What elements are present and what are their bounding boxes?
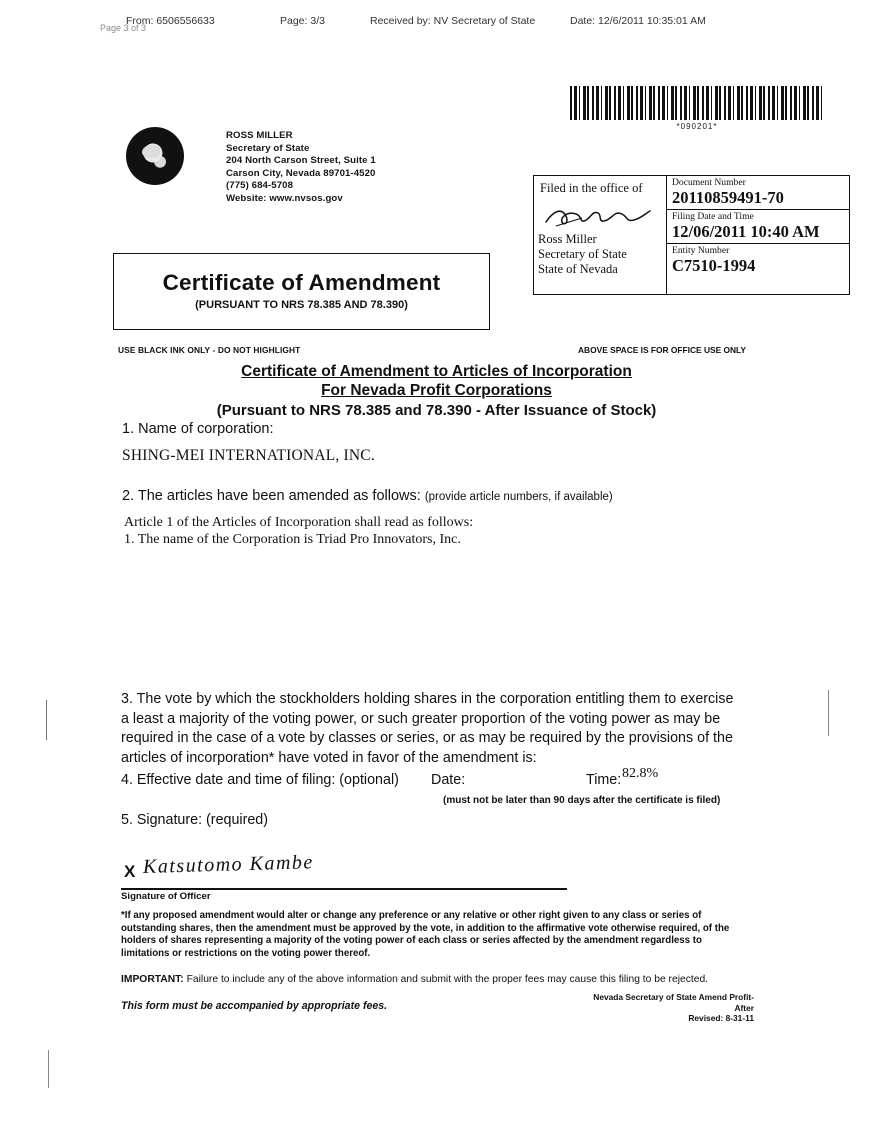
field-4-label: 4. Effective date and time of filing: (optional): [121, 772, 399, 788]
scan-artifact-left-lower: [48, 1050, 49, 1088]
fax-header-page: Page: 3/3: [280, 15, 325, 27]
field-2-value: [124, 514, 473, 548]
document-number-label: Document Number: [672, 177, 746, 188]
important-label: IMPORTANT:: [121, 974, 184, 985]
field-5-label: 5. Signature: (required): [121, 812, 269, 828]
barcode-image: [570, 86, 824, 120]
field-4-time-label: Time:: [586, 772, 622, 788]
revision-note: [578, 992, 754, 1024]
registrar-name: Ross Miller: [538, 232, 597, 246]
signature-x-marker: X: [124, 862, 136, 881]
document-number-row: [667, 176, 849, 210]
fax-header-page-ghost: Page 3 of 3: [100, 23, 147, 33]
field-2-label-text: 2. The articles have been amended as follows:: [122, 488, 421, 504]
certificate-subtitle: (PURSUANT TO NRS 78.385 AND 78.390): [195, 299, 408, 311]
field-1-value: SHING-MEI INTERNATIONAL, INC.: [122, 447, 375, 464]
filed-in-office-right: [667, 176, 849, 294]
field-3-text: 3. The vote by which the stockholders holding shares in the corporation entitling them to exercise a least a majority of the voting power, or such greater proportion of the voting power as may be required in the case of a vote by classes or series, or as may be required by the provisions of the articles of incorporation* have voted in favor of the amendment is:: [121, 691, 734, 766]
filed-in-office-left: [534, 176, 667, 294]
field-4-date-label: Date:: [431, 772, 466, 788]
sos-address-1: 204 North Carson Street, Suite 1: [226, 155, 376, 167]
fax-header-date: Date: 12/6/2011 10:35:01 AM: [570, 15, 706, 27]
entity-number-row: [667, 244, 849, 277]
secretary-of-state-contact: [226, 130, 376, 206]
document-heading-line-1: Certificate of Amendment to Articles of Incorporation: [241, 363, 632, 380]
office-use-notice: ABOVE SPACE IS FOR OFFICE USE ONLY: [578, 345, 746, 355]
certificate-title-box: [113, 253, 490, 330]
field-3-value: 82.8%: [622, 766, 659, 781]
sos-website: Website: www.nvsos.gov: [226, 192, 343, 204]
document-heading: [0, 362, 873, 421]
barcode-number: *090201*: [676, 122, 718, 131]
state-seal-icon: [126, 127, 184, 185]
field-1-label: 1. Name of corporation:: [122, 421, 274, 437]
filed-in-office-box: [533, 175, 850, 295]
filing-date-row: [667, 210, 849, 244]
document-number-value: 20110859491-70: [672, 188, 784, 207]
filed-in-office-signer: [538, 232, 627, 277]
registrar-title: Secretary of State: [538, 247, 627, 261]
important-text: Failure to include any of the above information and submit with the proper fees may cause this filing to be rejected.: [186, 974, 709, 985]
fax-header-received-by: Received by: NV Secretary of State: [370, 15, 536, 27]
entity-number-label: Entity Number: [672, 245, 730, 256]
field-2-value-line-2: 1. The name of the Corporation is Triad Pro Innovators, Inc.: [124, 532, 461, 547]
registrar-state: State of Nevada: [538, 262, 618, 276]
sos-phone: (775) 684-5708: [226, 180, 294, 192]
important-notice: [121, 973, 761, 986]
sos-address-2: Carson City, Nevada 89701-4520: [226, 167, 376, 179]
fax-header-from: From: 6506556633: [126, 15, 215, 27]
sos-name: ROSS MILLER: [226, 130, 293, 141]
certificate-title: Certificate of Amendment: [162, 270, 441, 295]
revision-line-2: Revised: 8-31-11: [688, 1013, 754, 1023]
barcode-block: [570, 86, 824, 131]
document-heading-line-3: (Pursuant to NRS 78.385 and 78.390 - After Issuance of Stock): [216, 402, 657, 419]
officer-signature: Katsutomo Kambe: [142, 851, 315, 878]
fees-note: This form must be accompanied by appropriate fees.: [121, 1000, 388, 1012]
field-2-value-line-1: Article 1 of the Articles of Incorporation shall read as follows:: [124, 515, 474, 530]
filing-date-value: 12/06/2011 10:40 AM: [672, 222, 820, 241]
use-black-ink-notice: USE BLACK INK ONLY - DO NOT HIGHLIGHT: [118, 345, 301, 355]
registrar-signature-mark: [542, 204, 654, 230]
field-4-row: [121, 772, 622, 788]
scan-artifact-right: [828, 690, 829, 736]
document-heading-line-2: For Nevada Profit Corporations: [321, 382, 552, 399]
field-2-label: [122, 488, 613, 504]
field-2-hint: (provide article numbers, if available): [424, 491, 613, 503]
entity-number-value: C7510-1994: [672, 256, 756, 275]
revision-line-1: Nevada Secretary of State Amend Profit-After: [593, 992, 754, 1013]
filing-date-label: Filing Date and Time: [672, 211, 754, 222]
signature-caption: Signature of Officer: [121, 891, 211, 902]
sos-title: Secretary of State: [226, 142, 310, 154]
footnote-text: *If any proposed amendment would alter or change any preference or any relative or other right given to any class or series of outstanding shares, then the amendment must be approved by the vote, in addition to the affirmative vote otherwise required, of the holders of shares representing a majority of the voting power of each class or series affected by the amendment regardless to limitations or restrictions on the voting power thereof.: [121, 910, 730, 959]
scan-artifact-left: [46, 700, 47, 740]
signature-rule: [121, 888, 567, 890]
fax-header: [100, 14, 813, 36]
filed-in-office-label: Filed in the office of: [540, 181, 643, 195]
field-4-note: (must not be later than 90 days after the certificate is filed): [443, 795, 721, 806]
